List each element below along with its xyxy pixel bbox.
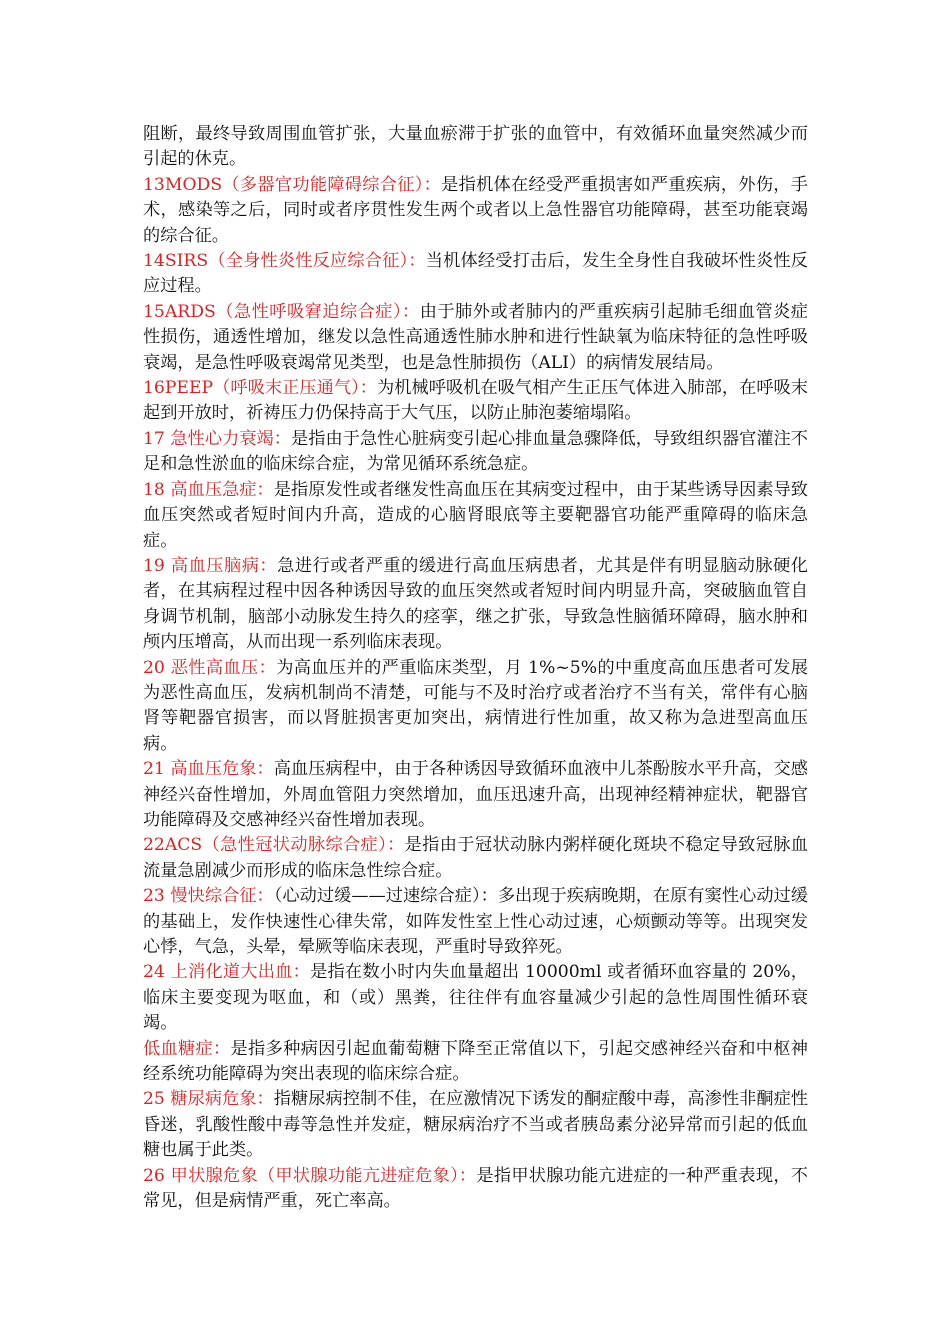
intro-text: 阻断，最终导致周围血管扩张，大量血瘀滞于扩张的血管中，有效循环血量突然减少而引起的休克。 [143, 124, 808, 170]
entry-24-upper-gi-bleeding [143, 960, 808, 1036]
entry-term: 16PEEP（呼吸末正压通气）： [143, 378, 377, 399]
entry-term: 24 上消化道大出血： [143, 962, 311, 983]
entry-13-mods [143, 173, 808, 249]
entry-term: 20 恶性高血压： [143, 657, 277, 678]
entry-definition: 是指多种病因引起血葡萄糖下降至正常值以下，引起交感神经兴奋和中枢神经系统功能障碍为突出表现的临床综合症。 [143, 1038, 808, 1085]
entry-25-diabetic-crisis [143, 1087, 808, 1163]
entry-23-tachy-brady-syndrome [143, 884, 808, 960]
entry-definition: 是指由于急性心脏病变引起心排血量急骤降低，导致组织器官灌注不足和急性淤血的临床综合症，为常见循环系统急症。 [143, 428, 808, 475]
intro-paragraph [143, 122, 808, 173]
entry-definition: 急进行或者严重的缓进行高血压病患者，尤其是伴有明显脑动脉硬化者，在其病程过程中因各种诱因导致的血压突然或者短时间内明显升高，突破脑血管自身调节机制，脑部小动脉发生持久的痉挛，继之扩张，导致急性脑循环障碍，脑水肿和颅内压增高，从而出现一系列临床表现。 [143, 555, 808, 653]
entry-definition: 是指机体在经受严重损害如严重疾病，外伤，手术，感染等之后，同时或者序贯性发生两个或者以上急性器官功能障碍，甚至功能衰竭的综合征。 [143, 174, 808, 246]
entry-20-malignant-hypertension [143, 656, 808, 758]
entry-definition: 是指甲状腺功能亢进症的一种严重表现，不常见，但是病情严重，死亡率高。 [143, 1165, 808, 1212]
entry-definition: 指糖尿病控制不佳，在应激情况下诱发的酮症酸中毒，高渗性非酮症性昏迷，乳酸性酸中毒等急性并发症，糖尿病治疗不当或者胰岛素分泌异常而引起的低血糖也属于此类。 [143, 1089, 808, 1161]
entry-15-ards [143, 300, 808, 376]
entry-definition: 是指原发性或者继发性高血压在其病变过程中，由于某些诱导因素导致血压突然或者短时间内升高，造成的心脑肾眼底等主要靶器官功能严重障碍的临床急症。 [143, 479, 808, 551]
document-body [143, 122, 808, 1214]
entry-18-hypertensive-emergency [143, 478, 808, 554]
entry-definition: 为机械呼吸机在吸气相产生正压气体进入肺部，在呼吸末起到开放时，祈祷压力仍保持高于大气压，以防止肺泡萎缩塌陷。 [143, 378, 808, 424]
entry-term: 21 高血压危象： [143, 759, 274, 780]
entry-term: 23 慢快综合征： [143, 886, 274, 907]
entry-hypoglycemia [143, 1037, 808, 1088]
entry-term: 13MODS（多器官功能障碍综合征）： [143, 174, 442, 195]
entry-definition: 是指在数小时内失血量超出 10000ml 或者循环血容量的 20%，临床主要变现为呕血，和（或）黑粪，往往伴有血容量减少引起的急性周围性循环衰竭。 [143, 962, 808, 1034]
entry-definition: 高血压病程中，由于各种诱因导致循环血液中儿茶酚胺水平升高，交感神经兴奋性增加，外周血管阻力突然增加，血压迅速升高，出现神经精神症状，靶器官功能障碍及交感神经兴奋性增加表现。 [143, 759, 808, 830]
entry-14-sirs [143, 249, 808, 300]
entry-22-acs [143, 833, 808, 884]
entry-26-thyroid-crisis [143, 1164, 808, 1215]
entry-term: 14SIRS（全身性炎性反应综合征）： [143, 251, 426, 272]
entry-term: 19 高血压脑病： [143, 555, 278, 576]
entry-definition: 是指由于冠状动脉内粥样硬化斑块不稳定导致冠脉血流量急剧减少而形成的临床急性综合症。 [143, 835, 808, 881]
entry-term: 18 高血压急症： [143, 479, 274, 500]
entry-16-peep [143, 376, 808, 427]
entry-term: 22ACS（急性冠状动脉综合症）： [143, 835, 405, 856]
entry-definition: （心动过缓——过速综合症）：多出现于疾病晚期，在原有窦性心动过缓的基础上，发作快速性心律失常，如阵发性室上性心动过速，心烦颤动等等。出现突发心悸，气急，头晕，晕厥等临床表现，严重时导致猝死。 [143, 886, 808, 957]
entry-term: 17 急性心力衰竭： [143, 428, 292, 449]
entry-term: 26 甲状腺危象（甲状腺功能亢进症危象）： [143, 1165, 477, 1186]
entry-definition: 由于肺外或者肺内的严重疾病引起肺毛细血管炎症性损伤，通透性增加，继发以急性高通透性肺水肿和进行性缺氧为临床特征的急性呼吸衰竭，是急性呼吸衰竭常见类型，也是急性肺损伤（ALI）的病情发展结局。 [143, 301, 808, 373]
entry-17-acute-heart-failure [143, 427, 808, 478]
entry-term: 25 糖尿病危象： [143, 1089, 274, 1110]
entry-definition: 为高血压并的严重临床类型，月 1%~5%的中重度高血压患者可发展为恶性高血压，发病机制尚不清楚，可能与不及时治疗或者治疗不当有关，常伴有心脑肾等靶器官损害，而以肾脏损害更加突出，病情进行性加重，故又称为急进型高血压病。 [143, 657, 808, 754]
entry-term: 15ARDS（急性呼吸窘迫综合症）： [143, 301, 420, 322]
entry-definition: 当机体经受打击后，发生全身性自我破坏性炎性反应过程。 [143, 251, 808, 297]
entry-21-hypertensive-crisis [143, 757, 808, 833]
entry-term: 低血糖症： [143, 1038, 231, 1059]
entry-19-hypertensive-encephalopathy [143, 554, 808, 656]
